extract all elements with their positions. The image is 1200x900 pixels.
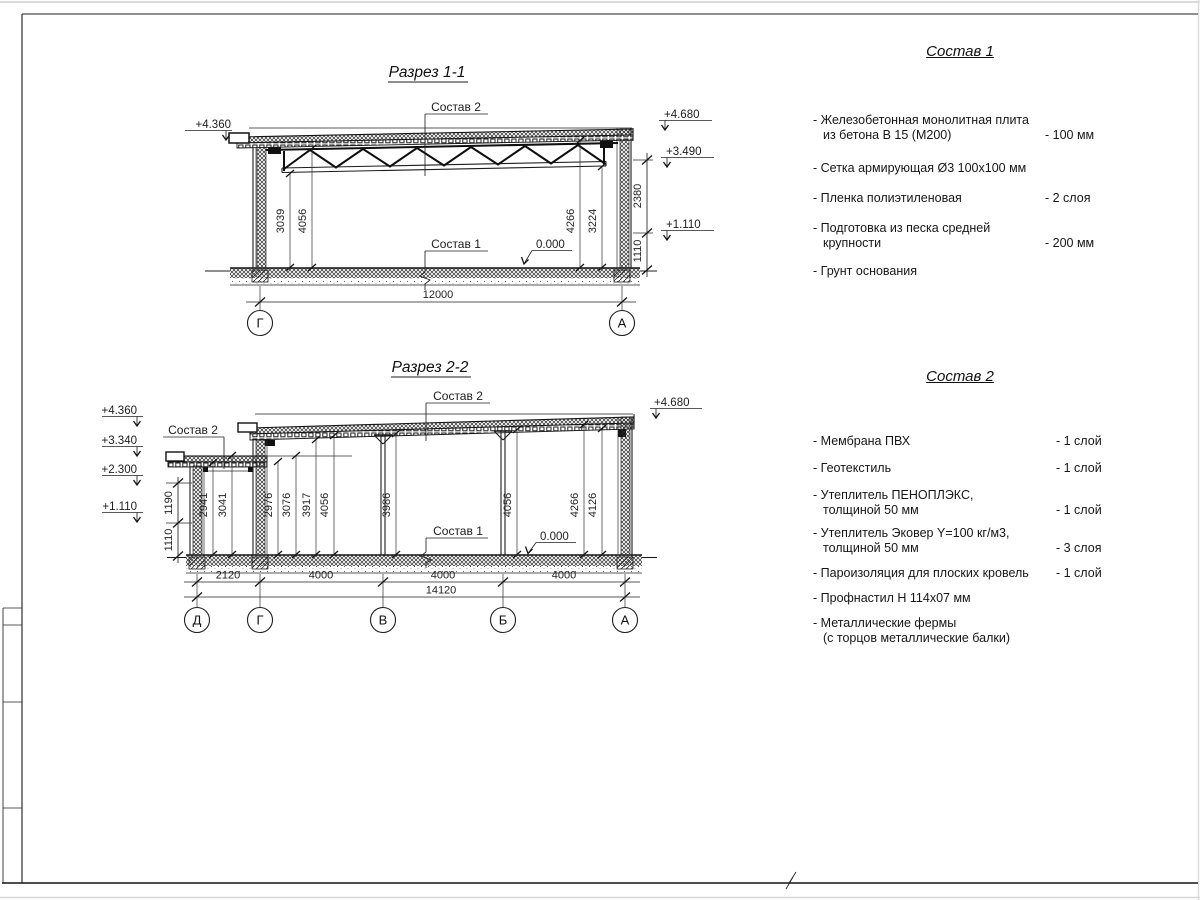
spec-item-value: - 1 слой bbox=[1056, 566, 1102, 580]
floor-slab bbox=[167, 555, 657, 573]
section-1-1 bbox=[185, 64, 714, 336]
main-roof bbox=[238, 414, 634, 446]
annex-roof bbox=[166, 452, 267, 472]
sostav2-item-4 bbox=[813, 526, 1125, 556]
spec-item-text: толщиной 50 мм bbox=[823, 541, 919, 555]
dim-label: 3224 bbox=[587, 208, 599, 234]
callout-label: Состав 2 bbox=[168, 423, 218, 437]
callout-label: Состав 2 bbox=[431, 100, 481, 114]
dim-label: 4056 bbox=[502, 492, 514, 518]
axis-bubble-g bbox=[248, 608, 273, 633]
dim-label: 4266 bbox=[565, 208, 577, 234]
dim-label: 4126 bbox=[587, 492, 599, 518]
sostav1-item-3 bbox=[813, 191, 1125, 206]
section-2-title: Разрез 2-2 bbox=[391, 359, 469, 376]
section-1-title: Разрез 1-1 bbox=[388, 64, 466, 81]
roof-slab bbox=[229, 128, 633, 148]
axis-bubble-a bbox=[610, 311, 635, 336]
spec-item-text: - Сетка армирующая Ø3 100х100 мм bbox=[813, 161, 1027, 175]
spec-item-text: - Пароизоляция для плоских кровель bbox=[813, 566, 1029, 580]
dim-label: 4266 bbox=[569, 492, 581, 518]
sostav1-item-4 bbox=[813, 221, 1125, 251]
spec-item-text: (с торцов металлические балки) bbox=[823, 631, 1011, 645]
sostav2-title: Состав 2 bbox=[926, 368, 994, 385]
axis-label: Д bbox=[192, 612, 202, 628]
dim-label: 3917 bbox=[301, 492, 313, 518]
axis-label: Б bbox=[498, 612, 508, 628]
elevation-label: +1.110 bbox=[102, 501, 137, 513]
elevation-l1 bbox=[102, 405, 144, 426]
sostav1-item-1 bbox=[813, 113, 1125, 143]
elevation-zero bbox=[526, 531, 577, 554]
floor-slab bbox=[205, 268, 657, 285]
spec-item-text: - Профнастил Н 114х07 мм bbox=[813, 591, 971, 605]
spec-item-value: - 1 слой bbox=[1056, 503, 1102, 517]
elevation-label: +1.110 bbox=[666, 219, 701, 231]
dim-label: 14120 bbox=[425, 584, 457, 597]
axis-label: А bbox=[617, 315, 627, 331]
spec-item-value: - 3 слоя bbox=[1056, 541, 1102, 555]
dim-label: 2380 bbox=[632, 183, 644, 209]
sostav2-item-6 bbox=[813, 591, 1125, 606]
dim-label: 1110 bbox=[632, 239, 644, 263]
spec-item-value: - 200 мм bbox=[1045, 236, 1095, 250]
wall-right bbox=[617, 128, 631, 268]
callout-label: Состав 1 bbox=[433, 524, 483, 538]
sostav2-item-2 bbox=[813, 461, 1125, 476]
elevation-zero bbox=[522, 239, 573, 264]
dim-label: 4056 bbox=[319, 492, 331, 518]
elevation-label: +4.680 bbox=[664, 109, 700, 121]
axis-label: Г bbox=[256, 315, 264, 331]
spec-item-text: толщиной 50 мм bbox=[823, 503, 919, 517]
spec-item-value: - 1 слой bbox=[1056, 434, 1102, 448]
elevation-label: +4.360 bbox=[195, 119, 231, 131]
sostav2-item-1 bbox=[813, 434, 1125, 449]
dim-label: 3986 bbox=[381, 492, 393, 518]
spec-item-text: крупности bbox=[823, 236, 882, 250]
sostav1-title: Состав 1 bbox=[926, 43, 994, 60]
dim-label: 1110 bbox=[163, 528, 175, 552]
spec-item-text: - Металлические фермы bbox=[813, 616, 957, 630]
spec-item-value: - 100 мм bbox=[1045, 128, 1095, 142]
spec-item-value: - 2 слоя bbox=[1045, 191, 1091, 205]
break-mark bbox=[786, 872, 796, 889]
spec-item-text: - Утеплитель ПЕНОПЛЭКС, bbox=[813, 488, 974, 502]
dim-label: 2976 bbox=[263, 492, 275, 518]
axis-label: В bbox=[378, 612, 388, 628]
roof-edge-plate bbox=[229, 133, 249, 143]
wall-left bbox=[253, 146, 266, 268]
axis-bubble-a bbox=[613, 608, 638, 633]
elevation-l2 bbox=[102, 435, 144, 456]
axis-bubble-g bbox=[248, 311, 273, 336]
elevation-label: +3.340 bbox=[101, 435, 137, 447]
dim-label: 3076 bbox=[281, 492, 293, 518]
spec-item-text: - Грунт основания bbox=[813, 264, 918, 278]
axis-label: Г bbox=[256, 612, 264, 628]
dim-label: 3039 bbox=[275, 208, 287, 234]
elevation-label: +4.680 bbox=[654, 397, 690, 409]
callout-label: Состав 2 bbox=[433, 389, 483, 403]
dim-label: 4000 bbox=[430, 569, 456, 582]
elevation-right-top bbox=[650, 397, 702, 418]
sostav1-item-2 bbox=[813, 161, 1125, 176]
truss-bearing-right bbox=[600, 141, 613, 148]
dim-label: 1190 bbox=[163, 491, 175, 515]
spec-item-value: - 1 слой bbox=[1056, 461, 1102, 475]
spec-item-text: - Подготовка из песка средней bbox=[813, 221, 991, 235]
dim-label: 2941 bbox=[198, 492, 210, 518]
axis-bubble-v bbox=[371, 608, 396, 633]
elevation-label: +2.300 bbox=[101, 464, 137, 476]
elevation-label: +4.360 bbox=[101, 405, 137, 417]
dim-right-outer bbox=[632, 153, 653, 277]
spec-item-text: - Железобетонная монолитная плита bbox=[813, 113, 1029, 127]
elevation-l4 bbox=[102, 501, 143, 522]
callout-label: Состав 1 bbox=[431, 237, 481, 251]
dim-span bbox=[246, 286, 636, 311]
section-2-2 bbox=[102, 359, 703, 633]
dim-label: 4056 bbox=[297, 208, 309, 234]
elevation-left-top bbox=[185, 119, 232, 140]
axis-bubble-b bbox=[491, 608, 516, 633]
elevation-label: 0.000 bbox=[536, 239, 565, 251]
sostav2-item-7 bbox=[813, 616, 1125, 646]
dim-label: 4000 bbox=[308, 569, 334, 582]
elevation-right-low bbox=[661, 219, 714, 240]
elevation-label: 0.000 bbox=[540, 531, 569, 543]
dim-label: 2120 bbox=[215, 569, 241, 582]
sostav2-item-5 bbox=[813, 566, 1125, 581]
dim-label: 12000 bbox=[422, 289, 454, 301]
frame-side-cells bbox=[3, 608, 22, 883]
spec-item-text: - Пленка полиэтиленовая bbox=[813, 191, 962, 205]
sostav1-item-5 bbox=[813, 264, 1125, 279]
roof-edge-plate bbox=[238, 423, 257, 432]
elevation-right-top bbox=[659, 109, 712, 130]
elevation-right-mid bbox=[661, 146, 714, 167]
sostav2-item-3 bbox=[813, 488, 1125, 518]
elevation-label: +3.490 bbox=[666, 146, 702, 158]
spec-item-text: - Геотекстиль bbox=[813, 461, 892, 475]
wall-a bbox=[618, 417, 632, 555]
dim-left-outer bbox=[163, 477, 192, 563]
dim-label: 3041 bbox=[217, 492, 229, 518]
elevation-l3 bbox=[102, 464, 144, 485]
dim-bottom bbox=[184, 570, 640, 608]
truss-bearing-left bbox=[268, 147, 281, 154]
spec-item-text: из бетона В 15 (М200) bbox=[823, 128, 952, 142]
roof-edge-plate bbox=[166, 452, 184, 461]
dim-label: 4000 bbox=[551, 569, 577, 582]
spec-item-text: - Утеплитель Эковер Y=100 кг/м3, bbox=[813, 526, 1010, 540]
axis-label: А bbox=[620, 612, 630, 628]
spec-item-text: - Мембрана ПВХ bbox=[813, 434, 911, 448]
axis-bubble-d bbox=[185, 608, 210, 633]
